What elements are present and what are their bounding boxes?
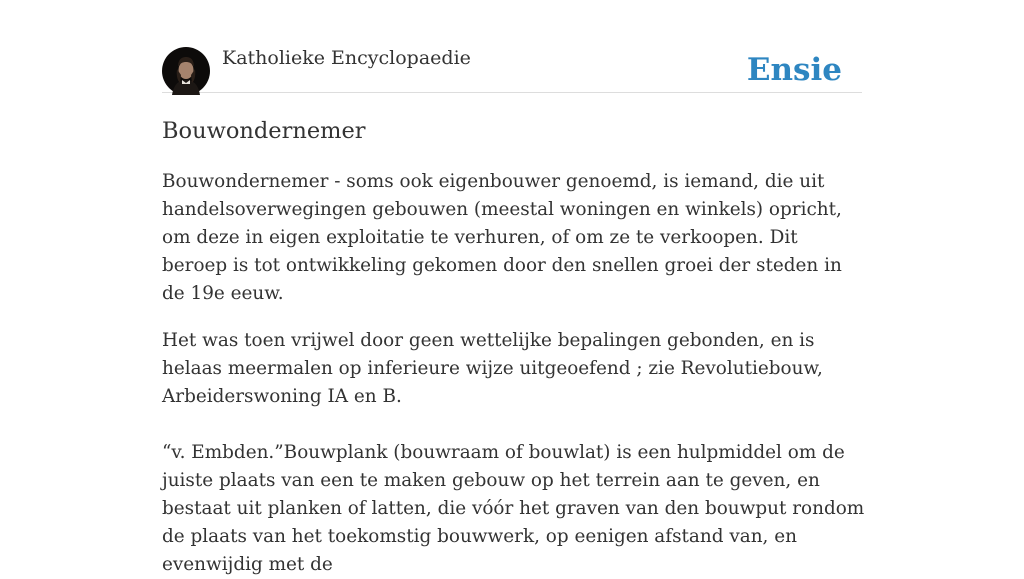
article-paragraph: Het was toen vrijwel door geen wettelijke bepalingen gebonden, en is helaas meermalen op inferieure wijze uitgeoefend ; zie Revolutiebouw, Arbeiderswoning IA en B. <box>162 330 823 407</box>
article-paragraph: Bouwondernemer - soms ook eigenbouwer genoemd, is iemand, die uit handelsoverwegingen gebouwen (meestal woningen en winkels) opricht, om deze in eigen exploitatie te verhuren, of om ze te verkoopen. Dit beroep is tot ontwikkeling gekomen door den snellen groei der steden in de 19e eeuw. <box>162 171 842 304</box>
site-name[interactable]: Katholieke Encyclopaedie <box>222 47 471 69</box>
portrait-icon <box>162 47 210 95</box>
site-avatar[interactable] <box>162 47 210 95</box>
article-paragraph: “v. Embden.”Bouwplank (bouwraam of bouwlat) is een hulpmiddel om de juiste plaats van een te maken gebouw op het terrein aan te geven, en bestaat uit planken of latten, die vóór het graven van den bouwput rondom de plaats van het toekomstig bouwwerk, op eenigen afstand van, en evenwijdig met de <box>162 442 865 575</box>
article-body <box>162 168 867 579</box>
ensie-logo-link[interactable]: Ensie <box>746 52 842 88</box>
article-title: Bouwondernemer <box>162 118 366 144</box>
site-header <box>162 46 862 93</box>
